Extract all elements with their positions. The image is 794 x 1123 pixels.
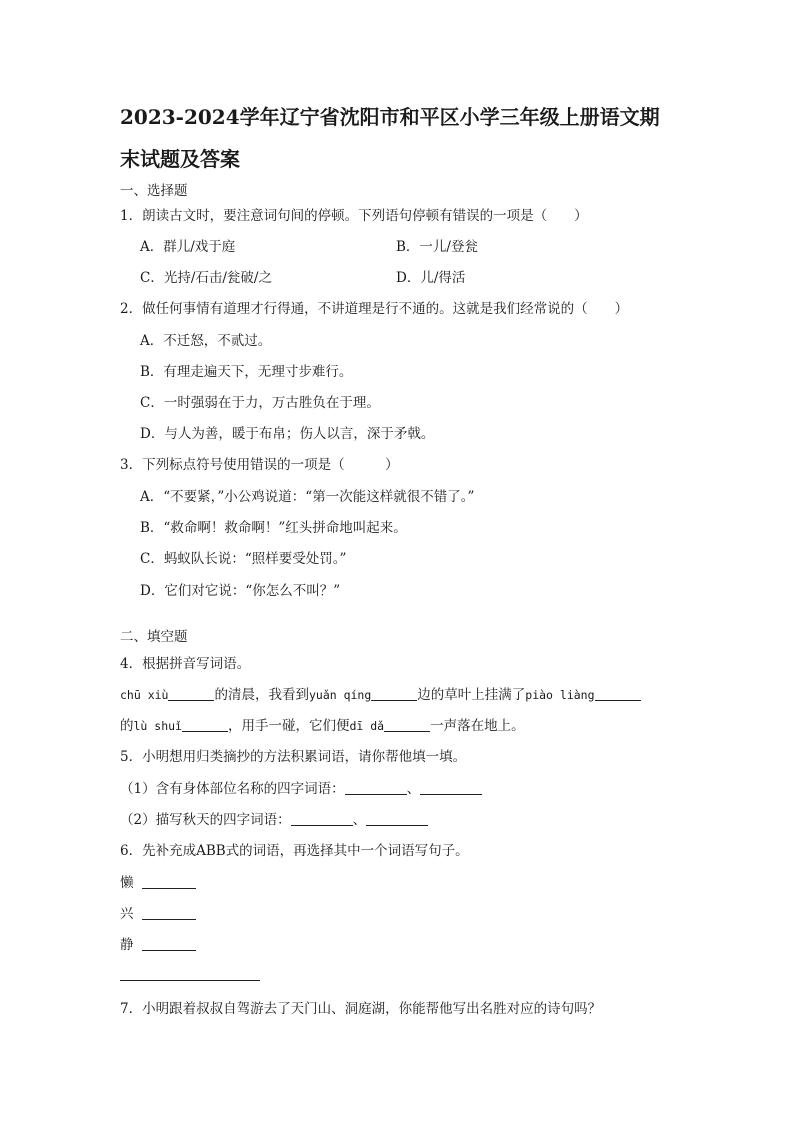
pinyin-di-da: dī dǎ — [349, 719, 385, 733]
section-heading-choice: 一、选择题 — [120, 183, 188, 199]
answer-blank[interactable] — [384, 717, 430, 732]
abb-char: 静 — [120, 937, 134, 953]
question-3-option-d: D．它们对它说：“你怎么不叫？” — [140, 583, 341, 599]
question-6-item-2 — [120, 905, 196, 923]
question-2-option-b: B．有理走遍天下，无理寸步难行。 — [140, 364, 353, 380]
question-3-option-a: A．“不要紧，”小公鸡说道：“第一次能这样就很不错了。” — [140, 489, 475, 505]
section-heading-fill: 二、填空题 — [120, 629, 188, 645]
question-5-sub-1 — [120, 780, 482, 798]
document-title-line-1: 2023-2024学年辽宁省沈阳市和平区小学三年级上册语文期 — [120, 105, 660, 129]
question-4-text: ，用手一碰，它们便 — [227, 718, 350, 734]
question-1-option-a: A．群儿/戏于庭 — [140, 239, 236, 255]
question-3-stem: 3．下列标点符号使用错误的一项是（ ） — [120, 457, 399, 473]
question-6-stem: 6．先补充成ABB式的词语，再选择其中一个词语写句子。 — [120, 843, 469, 859]
question-4-text: 边的草叶上挂满了 — [417, 687, 526, 703]
separator: 、 — [406, 781, 421, 797]
answer-blank[interactable] — [420, 780, 482, 795]
question-5-stem: 5．小明想用归类摘抄的方法积累词语，请你帮他填一填。 — [120, 749, 467, 765]
question-4-text: 的 — [120, 718, 134, 734]
answer-blank[interactable] — [182, 717, 228, 732]
answer-blank[interactable] — [371, 686, 417, 701]
question-3-option-c: C．蚂蚁队长说：“照样要受处罚。” — [140, 551, 347, 567]
answer-blank[interactable] — [142, 874, 196, 889]
question-6-item-3 — [120, 936, 196, 954]
question-7-stem: 7．小明跟着叔叔自驾游去了天门山、洞庭湖，你能帮他写出名胜对应的诗句吗？ — [120, 1001, 602, 1017]
question-2-option-d: D．与人为善，暖于布帛；伤人以言，深于矛戟。 — [140, 426, 435, 442]
question-4-line-2 — [120, 717, 525, 735]
question-5-sub-2 — [120, 811, 428, 829]
answer-blank[interactable] — [142, 905, 196, 920]
question-4-stem: 4．根据拼音写词语。 — [120, 656, 251, 672]
question-2-option-a: A．不迁怒，不贰过。 — [140, 333, 272, 349]
question-6-item-1 — [120, 874, 196, 892]
question-5-sub-1-label: （1）含有身体部位名称的四字词语： — [120, 781, 345, 797]
question-1-option-b: B．一儿/登瓮 — [396, 239, 478, 255]
abb-char: 兴 — [120, 906, 134, 922]
question-1-stem: 1．朗读古文时，要注意词句间的停顿。下列语句停顿有错误的一项是（ ） — [120, 208, 588, 224]
abb-char: 懒 — [120, 875, 134, 891]
question-1-option-c: C．光持/石击/瓮破/之 — [140, 270, 272, 286]
question-4-text: 的清晨，我看到 — [214, 687, 309, 703]
question-1-option-d: D．儿/得活 — [396, 270, 466, 286]
pinyin-chu-xiu: chū xiù — [120, 688, 169, 702]
question-2-stem: 2．做任何事情有道理才行得通，不讲道理是行不通的。这就是我们经常说的（ ） — [120, 301, 629, 317]
answer-blank[interactable] — [345, 780, 407, 795]
pinyin-yuan-qing: yuǎn qíng — [308, 688, 372, 702]
answer-blank[interactable] — [142, 936, 196, 951]
pinyin-lu-shui: lù shuǐ — [133, 719, 182, 733]
sentence-answer-line[interactable] — [120, 980, 260, 981]
question-2-option-c: C．一时强弱在于力，万古胜负在于理。 — [140, 395, 380, 411]
question-5-sub-2-label: （2）描写秋天的四字词语： — [120, 812, 291, 828]
answer-blank[interactable] — [168, 686, 214, 701]
answer-blank[interactable] — [366, 811, 428, 826]
question-3-option-b: B．“救命啊！救命啊！”红头拼命地叫起来。 — [140, 520, 407, 536]
question-4-line-1 — [120, 686, 641, 704]
answer-blank[interactable] — [595, 686, 641, 701]
question-4-text: 一声落在地上。 — [430, 718, 525, 734]
pinyin-piao-liang: piào liàng — [525, 688, 595, 702]
separator: 、 — [352, 812, 367, 828]
document-title-line-2: 末试题及答案 — [120, 147, 240, 171]
answer-blank[interactable] — [291, 811, 353, 826]
